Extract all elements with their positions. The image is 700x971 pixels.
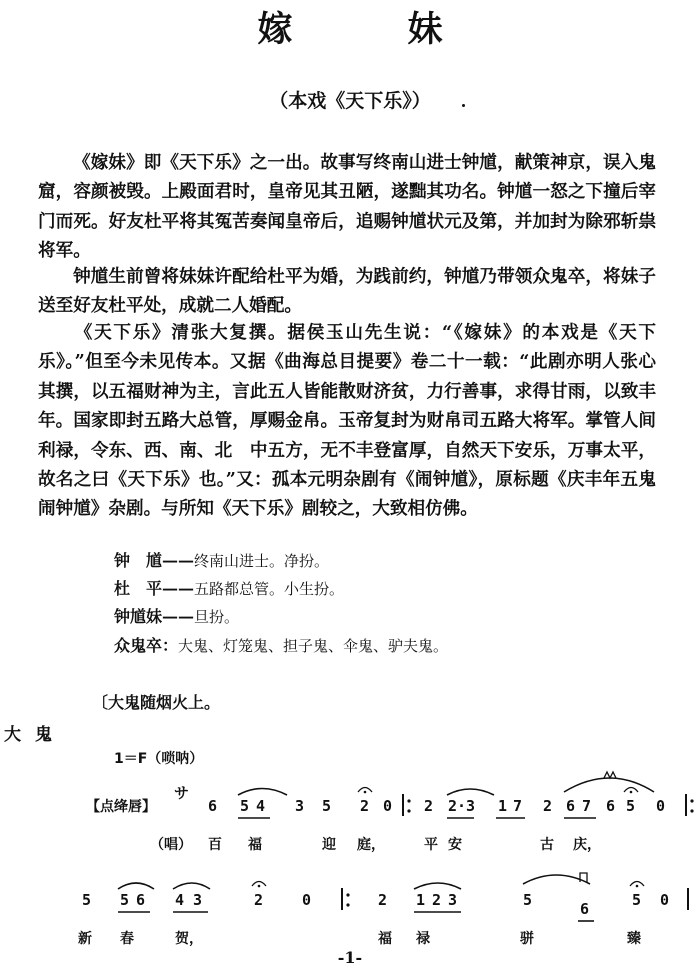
tune-name: 【点绛唇】 [86, 799, 156, 815]
lyric: 平 [424, 837, 438, 853]
fermata-dot [364, 791, 367, 794]
ink-dot [462, 104, 465, 107]
lyric: 古 [540, 837, 554, 853]
intro-paragraph-2: 钟馗生前曾将妹妹许配给杜平为婚，为践前约，钟馗乃带领众鬼卒，将妹子送至好友杜平处，成就二人婚配。 [38, 266, 656, 317]
key-signature: 1＝F（唢呐） [114, 751, 204, 767]
note: 6 [136, 891, 146, 909]
note: 1 [416, 891, 426, 909]
note: 0 [383, 797, 393, 815]
fermata [252, 882, 266, 887]
lyric: 春 [120, 931, 134, 947]
ornament-mark [604, 772, 616, 778]
subtitle: （本戏《天下乐》） [269, 90, 431, 112]
free-rhythm-mark: サ [174, 784, 190, 802]
fermata [630, 882, 644, 887]
note: 6 [606, 797, 616, 815]
lyric: 安 [448, 837, 462, 853]
ornament-mark [580, 873, 587, 882]
note: 2 [432, 891, 442, 909]
note: 3 [193, 891, 203, 909]
note: 6 [580, 900, 590, 918]
fermata-dot [630, 791, 633, 794]
slur [238, 789, 287, 796]
fermata [358, 788, 372, 793]
note: 5 [632, 891, 642, 909]
cast-item: 众鬼卒：大鬼、灯笼鬼、担子鬼、伞鬼、驴夫鬼。 [114, 636, 449, 655]
note: 2·3 [448, 797, 476, 815]
page-title: 嫁 妹 [257, 10, 483, 50]
slur [523, 875, 590, 884]
repeat-dot [690, 799, 693, 802]
lyric: 百 [208, 837, 222, 853]
note: 0 [660, 891, 670, 909]
fermata-dot [636, 885, 639, 888]
barline [687, 888, 689, 910]
note: 6 [208, 797, 218, 815]
lyric: 庆， [573, 837, 601, 853]
note: 1 [498, 797, 508, 815]
lyric: 骈 [520, 931, 534, 947]
cast-item: 钟馗妹——旦扮。 [114, 607, 240, 626]
lyric: 贺， [175, 931, 203, 947]
note: 5 [120, 891, 130, 909]
lyric: （唱） [150, 837, 192, 853]
note: 3 [448, 891, 458, 909]
note: 7 [513, 797, 523, 815]
lyric: 迎 [322, 837, 336, 853]
note: 5 [523, 891, 533, 909]
repeat-dot [346, 893, 349, 896]
slur [414, 883, 461, 889]
note: 0 [656, 797, 666, 815]
note: 5 [240, 797, 250, 815]
cast-item: 杜 平——五路都总管。小生扮。 [114, 579, 345, 598]
repeat-dot [407, 809, 410, 812]
note: 2 [424, 797, 434, 815]
page-number: -1- [337, 948, 363, 967]
stage-direction: 〔大鬼随烟火上。 [92, 693, 221, 712]
intro-paragraph-1: 《嫁妹》即《天下乐》之一出。故事写终南山进士钟馗，献策神京，误入鬼窟，容颜被毁。上殿面君时，皇帝见其丑陋，遂黜其功名。钟馗一怒之下撞后宰门而死。好友杜平将其冤苦奏闻皇帝后，追赐钟馗状元及第，并加封为除邪斩祟将军。 [38, 152, 656, 262]
slur [447, 789, 494, 795]
note: 5 [322, 797, 332, 815]
repeat-dot [346, 903, 349, 906]
note: 2 [254, 891, 264, 909]
note: 2 [378, 891, 388, 909]
note: 7 [582, 797, 592, 815]
fermata [624, 788, 638, 793]
slur [173, 883, 210, 889]
intro-paragraph-3: 《天下乐》清张大复撰。据侯玉山先生说：“《嫁妹》的本戏是《天下乐》。”但至今未见传本。又据《曲海总目提要》卷二十一载：“此剧亦明人张心其撰，以五福财神为主，言此五人皆能散财济贫，力行善事，求得甘雨，以致丰年。国家即封五路大总管，厚赐金帛。玉帝复封为财帛司五路大将军。掌管人间利禄，令东、西、南、北 中五方，无不丰登富厚，自然天下安乐，万事太平，故名之曰《天下乐》也。”又：孤本元明杂剧有《闹钟馗》，原标题《庆丰年五鬼闹钟馗》杂剧。与所知《天下乐》剧较之，大致相仿佛。 [38, 322, 656, 520]
note: 4 [256, 797, 266, 815]
slur [118, 883, 154, 889]
note: 5 [82, 891, 92, 909]
fermata-dot [258, 885, 261, 888]
slur [564, 778, 654, 792]
cast-item: 钟 馗——终南山进士。净扮。 [114, 551, 330, 570]
barline [341, 888, 343, 910]
note: 0 [302, 891, 312, 909]
lyric: 新 [78, 931, 92, 947]
lyric: 福 [378, 931, 392, 947]
lyric: 庭， [357, 837, 385, 853]
note: 3 [295, 797, 305, 815]
note: 6 [566, 797, 576, 815]
note: 2 [543, 797, 553, 815]
lyric: 臻 [627, 931, 641, 947]
lyric: 禄 [416, 931, 430, 947]
lyric: 福 [248, 837, 262, 853]
note: 5 [626, 797, 636, 815]
repeat-dot [690, 809, 693, 812]
note: 4 [175, 891, 185, 909]
barline [402, 794, 404, 816]
repeat-dot [407, 799, 410, 802]
barline [685, 794, 687, 816]
speaker-label: 大鬼 [4, 725, 66, 745]
note: 2 [360, 797, 370, 815]
